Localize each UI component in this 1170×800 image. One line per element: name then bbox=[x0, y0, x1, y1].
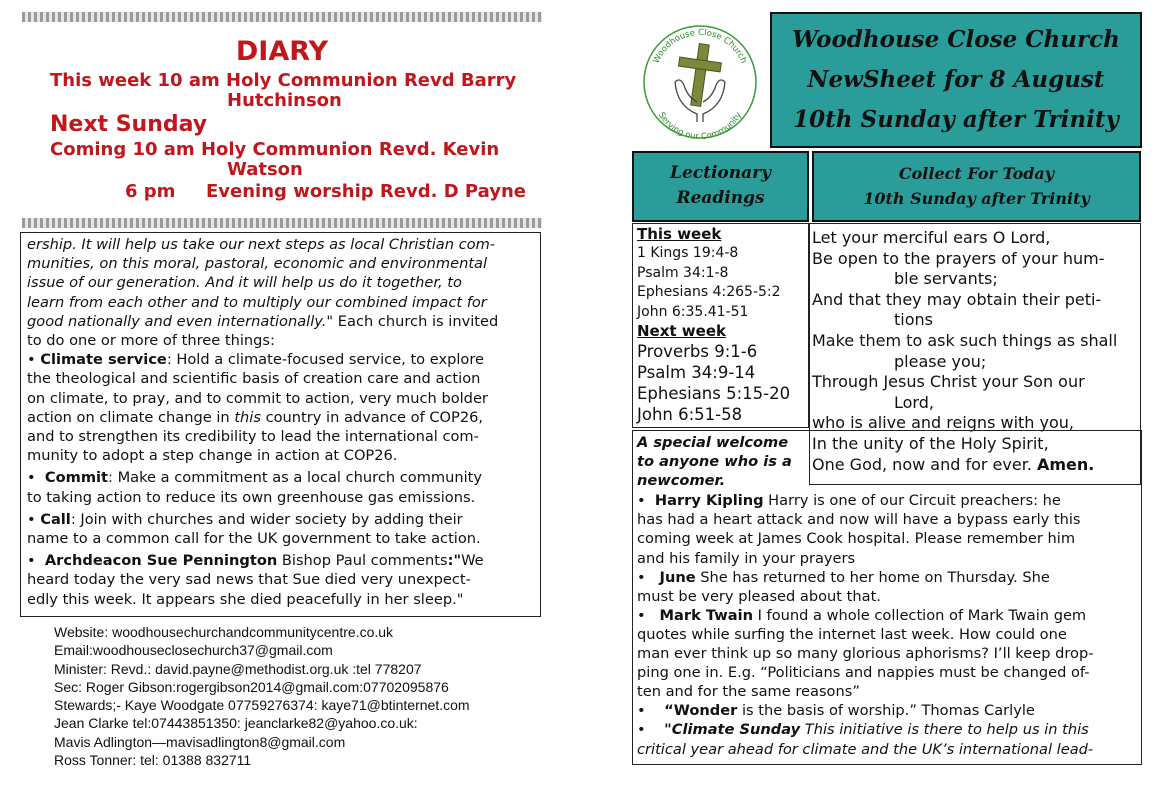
prayer-line: And that they may obtain their peti- bbox=[812, 289, 1102, 309]
prayer-line: Let your merciful ears O Lord, bbox=[812, 228, 1051, 247]
diary-section bbox=[22, 30, 542, 220]
prayer-line: Lord, bbox=[894, 392, 934, 412]
news-label: June bbox=[659, 568, 696, 586]
news-line: and his family in your prayers bbox=[637, 549, 856, 567]
reading: Ephesians 4:265-5:2 bbox=[637, 284, 781, 300]
bullet-label: Commit bbox=[44, 469, 109, 487]
article-line: good nationally and even internationally." Each church is invited bbox=[27, 312, 499, 330]
bullet-label: Climate service bbox=[40, 351, 167, 369]
church-logo bbox=[641, 18, 759, 146]
masthead-sunday: 10th Sunday after Trinity bbox=[793, 106, 1119, 133]
prayer-line: ble servants; bbox=[894, 269, 998, 289]
news-line: coming week at James Cook hospital. Please remember him bbox=[637, 530, 1076, 548]
reading: Psalm 34:9-14 bbox=[637, 363, 756, 382]
news-line: man ever think up so many glorious aphorisms? I’ll keep drop- bbox=[637, 645, 1094, 663]
diary-coming-cont: Watson bbox=[227, 159, 303, 180]
news-line: quotes while surfing the internet last week. How could one bbox=[637, 625, 1067, 643]
article-line: name to a common call for the UK government to take action. bbox=[27, 530, 481, 548]
prayer-line: Make them to ask such things as shall bbox=[812, 330, 1118, 350]
bullet-commit: • Commit: Make a commitment as a local church community bbox=[27, 469, 483, 487]
welcome-line: newcomer. bbox=[637, 472, 726, 490]
article-line: on climate, to pray, and to commit to action, very much bolder bbox=[27, 389, 488, 407]
diary-title: DIARY bbox=[235, 36, 329, 67]
news-climate: • "Climate Sunday This initiative is there to help us in this bbox=[637, 721, 1089, 739]
contact-secretary: Sec: Roger Gibson:rogergibson2014@gmail.com:07702095876 bbox=[54, 678, 449, 695]
bullet-label: Archdeacon Sue Pennington bbox=[44, 552, 278, 570]
lectionary-readings bbox=[632, 223, 809, 428]
cross-icon bbox=[679, 44, 722, 107]
news-june: • June She has returned to her home on Thursday. She bbox=[637, 568, 1050, 586]
amen: Amen. bbox=[1037, 454, 1095, 474]
prayer-line: who is alive and reigns with you, bbox=[812, 413, 1074, 433]
news-line: has had a heart attack and now will have a bypass early this bbox=[637, 511, 1081, 529]
contact-stewards: Stewards;- Kaye Woodgate 07759276374: kaye71@btinternet.com bbox=[54, 697, 470, 714]
diary-this-week: This week 10 am Holy Communion Revd Barry bbox=[50, 70, 517, 91]
prayer-line: Through Jesus Christ your Son our bbox=[812, 372, 1085, 392]
prayer-line: Be open to the prayers of your hum- bbox=[812, 248, 1105, 268]
reading: Psalm 34:1-8 bbox=[637, 264, 729, 281]
masthead-church-name: Woodhouse Close Church bbox=[792, 26, 1120, 53]
article-box bbox=[20, 232, 541, 617]
news-wonder: • “Wonder is the basis of worship.” Thomas Carlyle bbox=[637, 702, 1035, 720]
reading: John 6:35.41-51 bbox=[637, 303, 749, 320]
reading: Ephesians 5:15-20 bbox=[637, 384, 791, 403]
contact-mavis: Mavis Adlington—mavisadlington8@gmail.com bbox=[54, 733, 346, 750]
welcome-line: to anyone who is a bbox=[637, 453, 792, 471]
svg-text:Woodhouse Close Church: Woodhouse Close Church bbox=[651, 27, 749, 66]
article-line: ership. It will help us take our next steps as local Christian com- bbox=[27, 236, 496, 253]
news-label: Mark Twain bbox=[659, 606, 753, 624]
article-line: and to strengthen its credibility to lead the international com- bbox=[27, 428, 479, 446]
news-line: critical year ahead for climate and the UK’s international lead- bbox=[637, 740, 1094, 758]
news-mark: • Mark Twain I found a whole collection of Mark Twain gem bbox=[637, 606, 1087, 624]
news-line: ping one in. E.g. “Politicians and nappies must be changed of- bbox=[637, 664, 1090, 682]
welcome-line: A special welcome bbox=[637, 434, 789, 451]
contact-email: Email:woodhouseclosechurch37@gmail.com bbox=[54, 642, 333, 659]
article-line: to taking action to reduce its own greenhouse gas emissions. bbox=[27, 488, 476, 506]
diary-next-sunday: Next Sunday bbox=[50, 112, 208, 137]
contact-jean: Jean Clarke tel:07443851350: jeanclarke82@yahoo.co.uk: bbox=[54, 715, 418, 732]
reading: 1 Kings 19:4-8 bbox=[637, 245, 739, 261]
news-line: must be very pleased about that. bbox=[637, 587, 881, 605]
article-line: to do one or more of three things: bbox=[27, 332, 275, 350]
svg-text:Serving our Community: Serving our Community bbox=[655, 110, 745, 143]
article-line: issue of our generation. And it will help us do it together, to bbox=[27, 274, 462, 292]
reading: John 6:51-58 bbox=[637, 405, 743, 424]
news-label: Harry Kipling bbox=[654, 492, 764, 510]
article-line: heard today the very sad news that Sue died very unexpect- bbox=[27, 571, 471, 589]
contact-minister: Minister: Revd.: david.payne@methodist.org.uk :tel 778207 bbox=[54, 660, 422, 677]
bullet-call: • Call: Join with churches and wider society by adding their bbox=[27, 510, 463, 528]
masthead bbox=[770, 12, 1142, 148]
collect-heading-line: Collect For Today bbox=[898, 164, 1055, 183]
article-line: edly this week. It appears she died peacefully in her sleep." bbox=[27, 590, 464, 608]
prayer-line: please you; bbox=[894, 351, 987, 371]
collect-heading bbox=[812, 151, 1141, 222]
article-line: munities, on this moral, pastoral, economic and environmental bbox=[27, 255, 488, 273]
news-harry: • Harry Kipling Harry is one of our Circuit preachers: he bbox=[637, 492, 1061, 510]
news-box bbox=[632, 430, 1142, 765]
diary-this-week-cont: Hutchinson bbox=[227, 90, 342, 111]
article-line: munity to adopt a step change in action at COP26. bbox=[27, 447, 398, 465]
collect-heading-line: 10th Sunday after Trinity bbox=[863, 189, 1090, 208]
lectionary-heading bbox=[632, 151, 809, 222]
church-logo-icon bbox=[641, 18, 759, 146]
bullet-archdeacon: • Archdeacon Sue Pennington Bishop Paul comments:"We bbox=[27, 552, 484, 570]
bullet-climate-service: • Climate service: Hold a climate-focused service, to explore bbox=[27, 351, 485, 369]
contact-website: Website: woodhousechurchandcommunitycentre.co.uk bbox=[54, 624, 394, 640]
contact-details bbox=[54, 623, 470, 769]
news-line: ten and for the same reasons” bbox=[637, 683, 860, 701]
article-line: learn from each other and to multiply our combined impact for bbox=[27, 293, 487, 311]
diary-coming: Coming 10 am Holy Communion Revd. Kevin bbox=[50, 139, 500, 160]
this-week-label: This week bbox=[637, 225, 722, 243]
next-week-label: Next week bbox=[637, 322, 726, 340]
lectionary-heading-line: Readings bbox=[676, 188, 765, 208]
contact-ross: Ross Tonner: tel: 01388 832711 bbox=[54, 752, 252, 769]
diary-top-border bbox=[22, 12, 542, 22]
article-line: the theological and scientific basis of creation care and action bbox=[27, 370, 481, 388]
diary-evening: Evening worship Revd. D Payne bbox=[206, 181, 526, 202]
article-line: action on climate change in this country in advance of COP26, bbox=[27, 408, 484, 426]
masthead-date: NewSheet for 8 August bbox=[807, 66, 1105, 93]
diary-evening-time: 6 pm bbox=[125, 181, 176, 202]
prayer-line: tions bbox=[894, 310, 933, 330]
lectionary-heading-line: Lectionary bbox=[670, 163, 771, 183]
bullet-label: Call bbox=[40, 510, 71, 528]
prayer-line: One God, now and for ever. Amen. bbox=[812, 454, 1095, 474]
reading: Proverbs 9:1-6 bbox=[637, 342, 758, 361]
diary-bottom-border bbox=[22, 218, 542, 228]
prayer-line: In the unity of the Holy Spirit, bbox=[812, 433, 1049, 453]
